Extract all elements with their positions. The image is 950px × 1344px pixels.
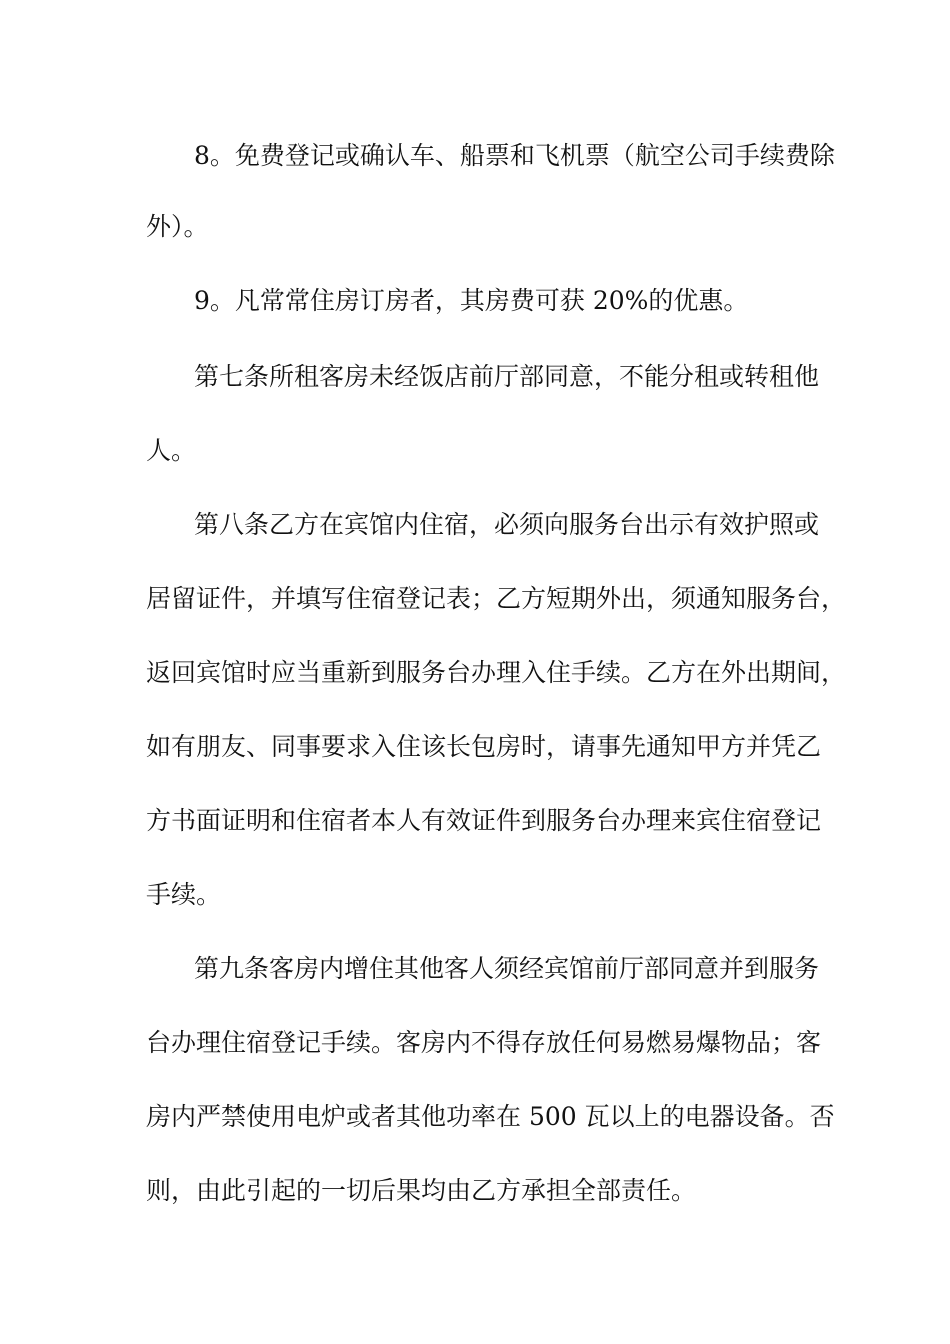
paragraph-line: 居留证件，并填写住宿登记表；乙方短期外出，须通知服务台， <box>146 584 847 613</box>
paragraph-line: 手续。 <box>146 880 222 909</box>
paragraph-line: 第七条所租客房未经饭店前厅部同意，不能分租或转租他 <box>194 362 820 391</box>
paragraph-line: 房内严禁使用电炉或者其他功率在 500 瓦以上的电器设备。否 <box>146 1102 835 1131</box>
paragraph-line: 人。 <box>146 436 197 465</box>
paragraph-line: 第九条客房内增住其他客人须经宾馆前厅部同意并到服务 <box>194 954 820 983</box>
paragraph-line: 8。免费登记或确认车、船票和飞机票（航空公司手续费除 <box>194 141 835 170</box>
paragraph-line: 则，由此引起的一切后果均由乙方承担全部责任。 <box>146 1176 697 1205</box>
paragraph-line: 方书面证明和住宿者本人有效证件到服务台办理来宾住宿登记 <box>146 806 822 835</box>
paragraph-line: 第八条乙方在宾馆内住宿，必须向服务台出示有效护照或 <box>194 510 820 539</box>
paragraph-line: 返回宾馆时应当重新到服务台办理入住手续。乙方在外出期间， <box>146 658 847 687</box>
paragraph-line: 9。凡常常住房订房者，其房费可获 20%的优惠。 <box>194 286 749 315</box>
paragraph-line: 外）。 <box>146 212 209 241</box>
paragraph-line: 台办理住宿登记手续。客房内不得存放任何易燃易爆物品；客 <box>146 1028 822 1057</box>
paragraph-line: 如有朋友、同事要求入住该长包房时，请事先通知甲方并凭乙 <box>146 732 822 761</box>
